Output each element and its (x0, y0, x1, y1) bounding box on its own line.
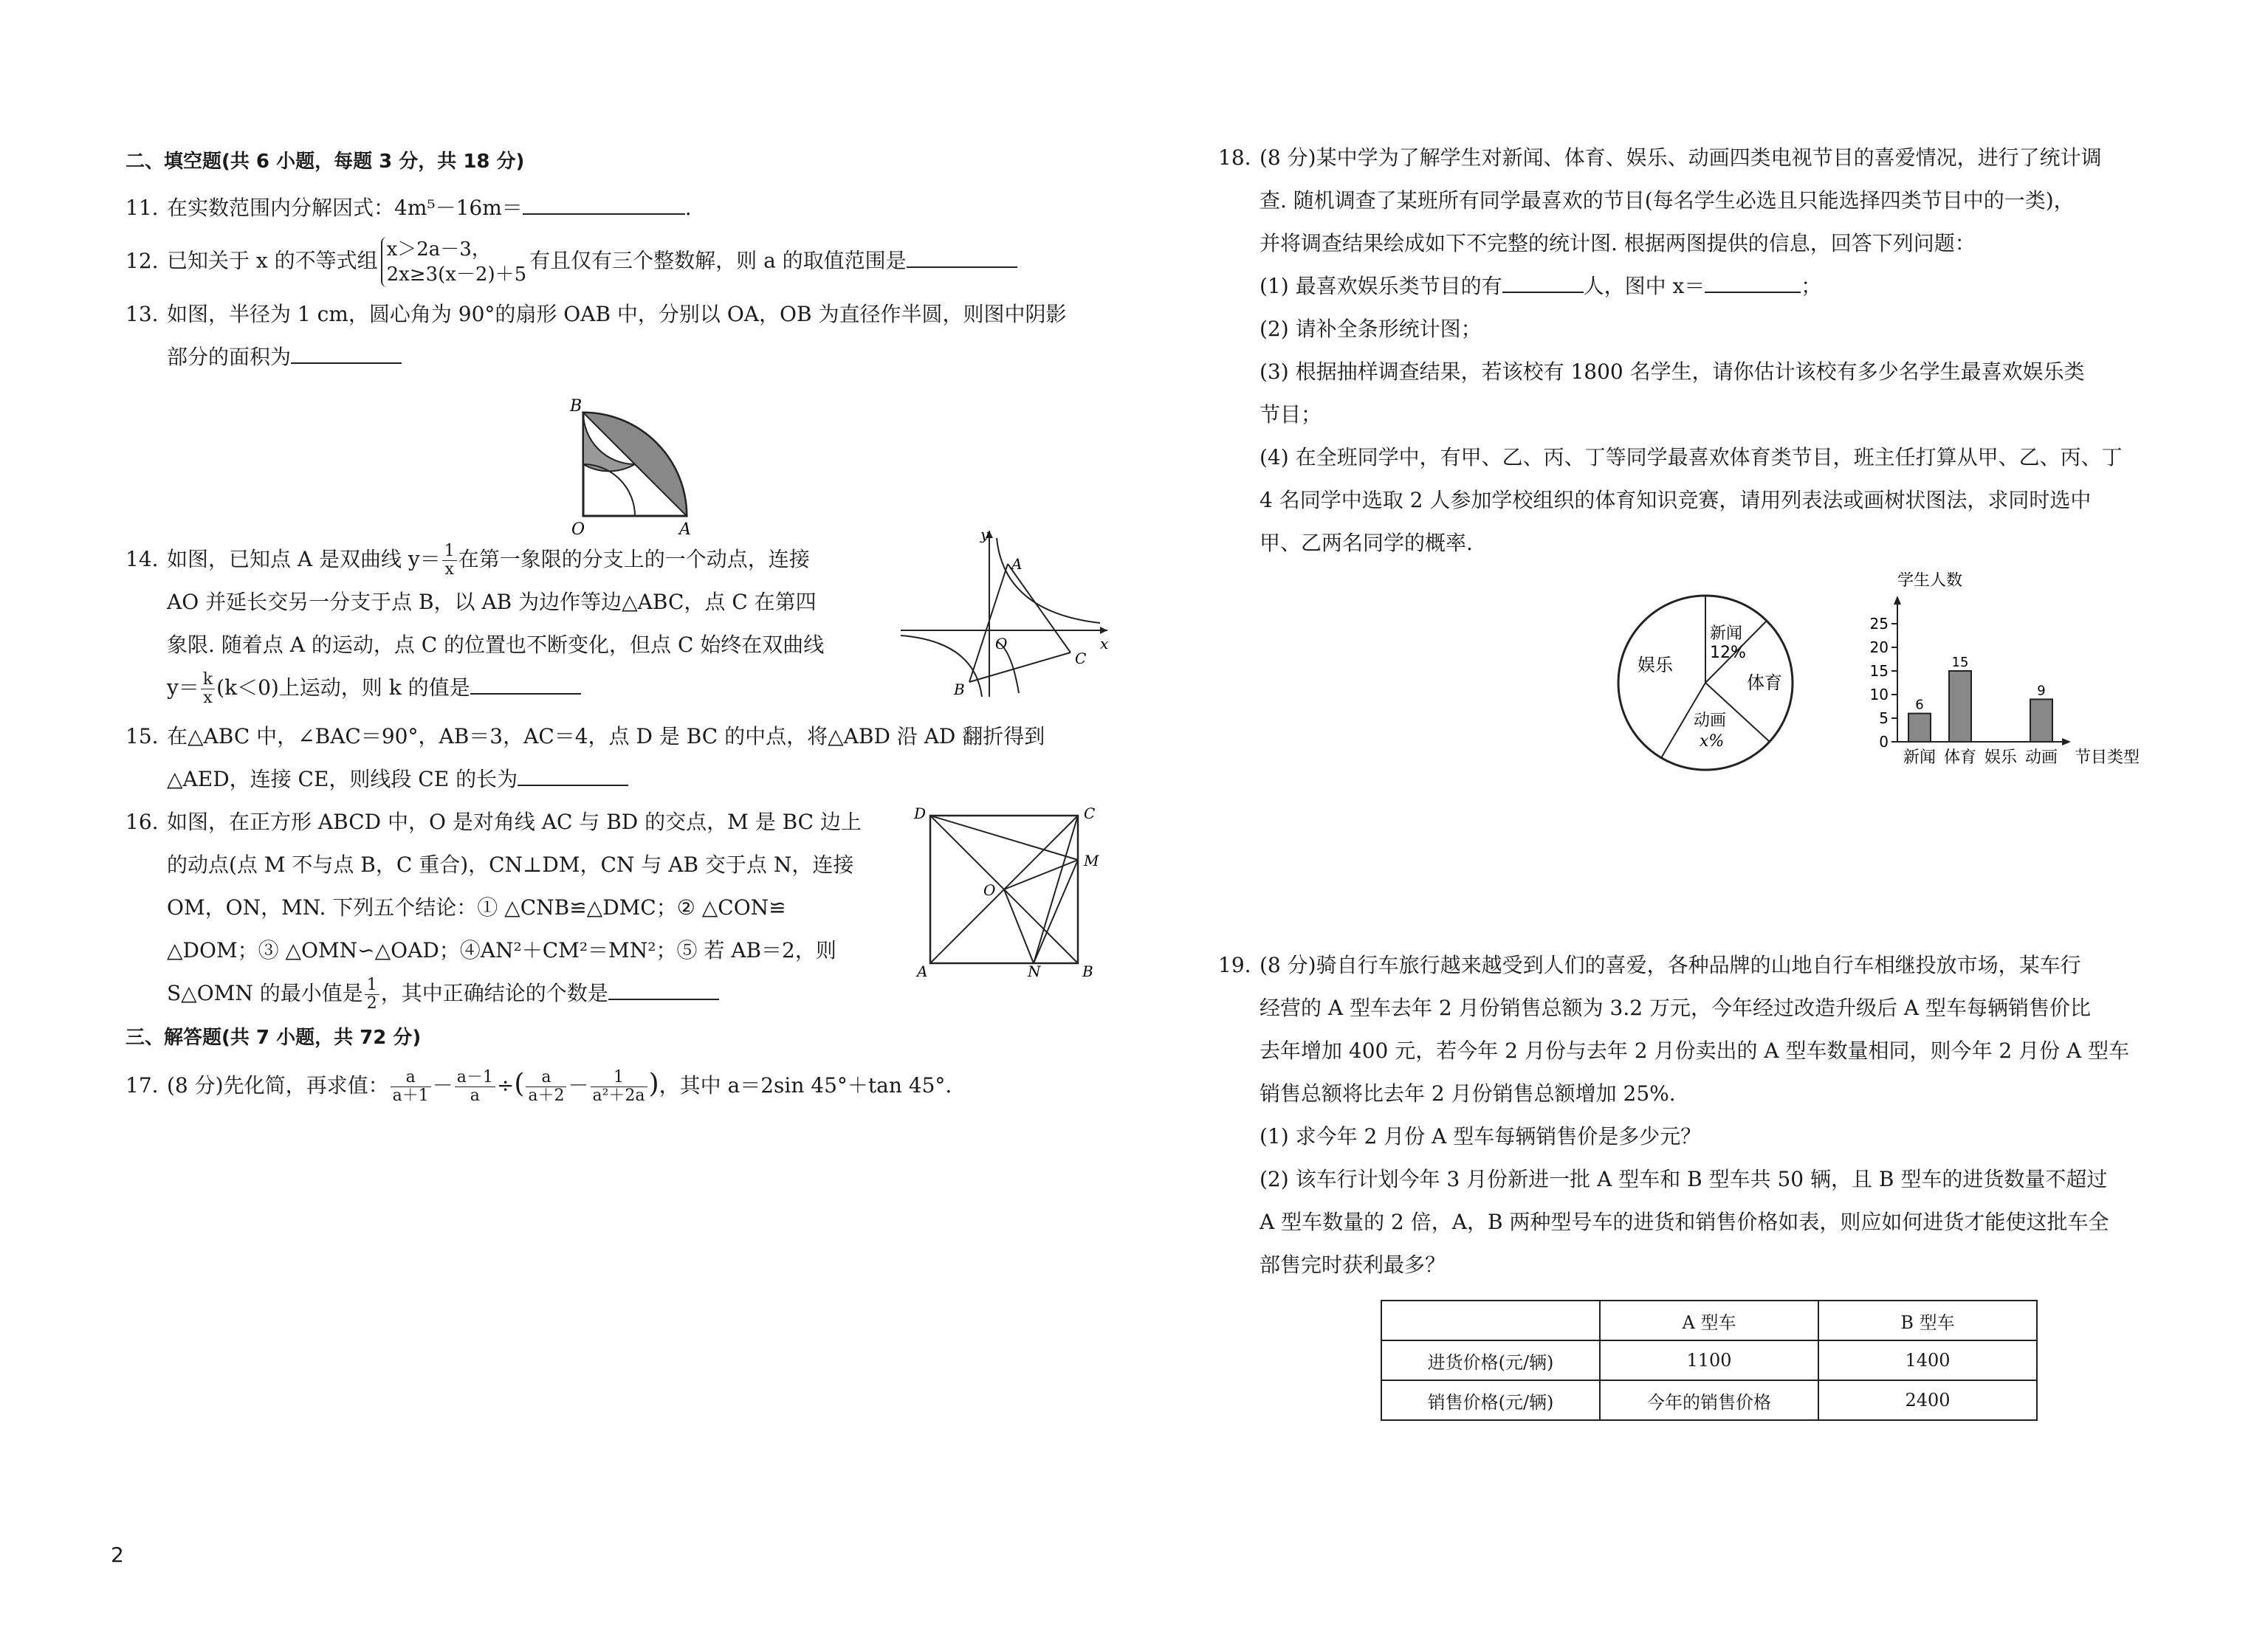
numerator: k (201, 671, 215, 689)
fraction-1 (391, 1069, 431, 1105)
bar-y-tick-label: 25 (1869, 615, 1889, 633)
question-13 (126, 293, 1107, 379)
numerator: 1 (365, 977, 379, 995)
fraction (365, 977, 379, 1013)
bar-y-axis-arrow (1894, 596, 1901, 605)
label-O: O (983, 881, 996, 899)
answer-blank[interactable] (291, 340, 402, 364)
operator: － (432, 1073, 453, 1098)
pie-value-news: 12% (1710, 644, 1746, 662)
denominator: x (203, 689, 213, 707)
answer-blank[interactable] (523, 191, 685, 215)
period: . (684, 196, 692, 220)
bar-1 (1949, 671, 1971, 742)
numerator: 1 (591, 1069, 647, 1087)
text: 如图，已知点 A 是双曲线 y＝ (167, 547, 441, 571)
text: 部售完时获利最多？ (1260, 1253, 1446, 1277)
sector-figure (554, 383, 731, 538)
text-line-3: 象限. 随着点 A 的运动，点 C 的位置也不断变化，但点 C 始终在双曲线 (167, 633, 825, 657)
text: 查. 随机调查了某班所有同学最喜欢的节目(每名学生必选且只能选择四类节目中的一类)， (1260, 188, 2075, 213)
answer-blank[interactable] (1502, 269, 1584, 293)
question-19 (1218, 944, 2178, 1287)
text: A 型车数量的 2 倍，A，B 两种型号车的进货和销售价格如表，则应如何进货才能使这批车全 (1260, 1210, 2109, 1234)
text: (1) 最喜欢娱乐类节目的有 (1260, 274, 1502, 298)
text: 人，图中 x＝ (1583, 274, 1705, 298)
question-number: 12. (126, 248, 159, 273)
question-text: 如图，半径为 1 cm，圆心角为 90°的扇形 OAB 中，分别以 OA，OB 为直径作半圆，则图中阴影 (167, 302, 1067, 326)
pie-label-entertainment: 娱乐 (1638, 655, 1673, 675)
page-number: 2 (111, 1543, 124, 1567)
label-y: y (980, 526, 989, 543)
right-column (1218, 137, 2178, 1421)
text: 销售总额将比去年 2 月份销售总额增加 25%. (1260, 1081, 1676, 1106)
price-table (1381, 1300, 2038, 1421)
text: ； (1801, 274, 1822, 298)
bar-chart (1870, 572, 2140, 767)
label-C: C (1084, 805, 1096, 822)
fraction-3 (526, 1069, 566, 1105)
numerator: a (391, 1069, 431, 1087)
label-B: B (1082, 962, 1093, 978)
label-M: M (1084, 852, 1099, 869)
pie-label-sports: 体育 (1747, 672, 1782, 693)
question-text: 在实数范围内分解因式：4m⁵－16m＝ (167, 196, 523, 220)
table-cell: 销售价格(元/辆) (1381, 1380, 1600, 1420)
bar-value-label: 9 (2037, 683, 2046, 699)
bar-category-label: 新闻 (1903, 748, 1937, 767)
table-header-row (1381, 1301, 2037, 1340)
question-18 (1218, 137, 2178, 565)
label-B: B (954, 681, 965, 698)
bar-category-label: 娱乐 (1984, 748, 2018, 767)
label-A: A (679, 520, 691, 538)
operator: － (568, 1073, 589, 1098)
text: 在第一象限的分支上的一个动点，连接 (458, 547, 810, 571)
denominator: 2 (366, 994, 377, 1013)
label-C: C (1075, 650, 1087, 667)
paren: ) (648, 1069, 659, 1099)
bar-y-tick-label: 0 (1879, 733, 1889, 751)
denominator: a (470, 1086, 480, 1105)
question-number: 13. (126, 302, 159, 326)
denominator: a＋2 (528, 1086, 565, 1105)
bar-y-tick-label: 20 (1869, 638, 1889, 656)
bar-x-axis-arrow (2062, 738, 2071, 745)
text: (3) 根据抽样调查结果，若该校有 1800 名学生，请你估计该校有多少名学生最喜欢娱乐类 (1260, 359, 2085, 384)
question-number: 18. (1218, 145, 1251, 170)
table-header-cell: A 型车 (1600, 1301, 1818, 1340)
table-cell: 1100 (1600, 1340, 1818, 1380)
text: (4) 在全班同学中，有甲、乙、丙、丁等同学最喜欢体育类节目，班主任打算从甲、乙、丙、丁 (1260, 445, 2123, 469)
question-17 (126, 1063, 1107, 1107)
bar-xlabel: 节目类型 (2075, 748, 2140, 767)
denominator: a²＋2a (592, 1086, 645, 1105)
left-column (126, 140, 1107, 1107)
text: (2) 该车行计划今年 3 月份新进一批 A 型车和 B 型车共 50 辆，且 B 型车的进货数量不超过 (1260, 1167, 2108, 1191)
bar-category-label: 体育 (1943, 748, 1977, 767)
fraction-4 (591, 1069, 647, 1105)
question-11 (126, 187, 1107, 230)
label-A: A (917, 962, 928, 978)
bar-value-label: 6 (1915, 697, 1924, 713)
table-cell: 1400 (1818, 1340, 2037, 1380)
table-cell: 进货价格(元/辆) (1381, 1340, 1600, 1380)
text: ，其中正确结论的个数是 (380, 981, 608, 1005)
numerator: a (526, 1069, 566, 1087)
text: y＝ (167, 675, 199, 700)
denominator: x (444, 560, 454, 579)
square-figure (908, 801, 1107, 978)
operator: ÷ (496, 1073, 515, 1098)
text: 如图，在正方形 ABCD 中，O 是对角线 AC 与 BD 的交点，M 是 BC 边上 (167, 810, 862, 834)
survey-charts (1617, 572, 2268, 793)
section-title-solutions: 三、解答题(共 7 小题，共 72 分) (126, 1027, 422, 1049)
label-N: N (1028, 962, 1041, 978)
question-14 (126, 538, 871, 709)
label-x: x (1100, 635, 1109, 652)
question-16-block (126, 801, 1107, 1015)
table-row (1381, 1380, 2037, 1420)
answer-blank[interactable] (1705, 269, 1801, 293)
text: (8 分)先化简，再求值： (167, 1073, 389, 1098)
question-number: 11. (126, 196, 159, 220)
text: 节目； (1260, 402, 1322, 427)
text: 4 名同学中选取 2 人参加学校组织的体育知识竞赛，请用列表法或画树状图法，求同时选中 (1260, 488, 2092, 512)
text: 的动点(点 M 不与点 B，C 重合)，CN⊥DM，CN 与 AB 交于点 N，连接 (167, 853, 854, 877)
answer-blank[interactable] (907, 244, 1017, 268)
question-number: 14. (126, 547, 159, 571)
pie-chart (1618, 596, 1793, 770)
pie-label-news: 新闻 (1710, 624, 1743, 643)
bar-y-tick-label: 10 (1869, 686, 1889, 703)
question-14-block (126, 526, 1109, 709)
fraction (442, 543, 457, 579)
label-B: B (570, 397, 583, 416)
fraction-2 (455, 1069, 495, 1105)
numerator: 1 (442, 543, 457, 561)
text: 并将调查结果绘成如下不完整的统计图. 根据两图提供的信息，回答下列问题： (1260, 231, 1976, 255)
question-number: 16. (126, 810, 159, 834)
bar-y-tick-label: 5 (1879, 709, 1889, 727)
table-header-cell: B 型车 (1818, 1301, 2037, 1340)
text: 在△ABC 中，∠BAC＝90°，AB＝3，AC＝4，点 D 是 BC 的中点，将△ABD 沿 AD 翻折得到 (167, 724, 1045, 748)
table-cell: 今年的销售价格 (1600, 1380, 1818, 1420)
bar-y-tick-label: 15 (1869, 662, 1889, 680)
fraction (201, 671, 215, 707)
bar-3 (2030, 699, 2052, 742)
text: OM，ON，MN. 下列五个结论：① △CNB≌△DMC；② △CON≌ (167, 895, 786, 920)
text: ，其中 a＝2sin 45°＋tan 45°. (659, 1073, 952, 1098)
question-text-end: 有且仅有三个整数解，则 a 的取值范围是 (529, 248, 907, 273)
question-number: 17. (126, 1073, 159, 1098)
bar-value-label: 15 (1951, 655, 1969, 670)
text: 甲、乙两名同学的概率. (1260, 531, 1473, 555)
label-O: O (995, 635, 1008, 652)
table-header-cell (1381, 1301, 1600, 1340)
section-title-fill-in: 二、填空题(共 6 小题，每题 3 分，共 18 分) (126, 151, 525, 173)
label-D: D (914, 805, 927, 822)
question-12 (126, 237, 1107, 287)
question-number: 15. (126, 724, 159, 748)
denominator: a＋1 (392, 1086, 429, 1105)
inequality-2: 2x≥3(x－2)＋5 (386, 264, 527, 286)
bar-ylabel: 学生人数 (1897, 572, 1963, 590)
bar-0 (1908, 714, 1931, 742)
question-16 (126, 801, 893, 1015)
text: (8 分)骑自行车旅行越来越受到人们的喜爱，各种品牌的山地自行车相继投放市场，某车行 (1260, 953, 2081, 977)
question-text-2: 部分的面积为 (167, 345, 292, 369)
label-A: A (1011, 555, 1023, 573)
text: (2) 请补全条形统计图； (1260, 317, 1482, 341)
text: △DOM；③ △OMN∽△OAD；④AN²＋CM²＝MN²；⑤ 若 AB＝2，则 (167, 938, 836, 962)
label-O: O (571, 520, 585, 538)
text: △AED，连接 CE，则线段 CE 的长为 (167, 767, 518, 791)
question-text: 已知关于 x 的不等式组 (167, 248, 378, 273)
question-15 (126, 715, 1107, 801)
inequality-system (381, 237, 527, 287)
answer-blank[interactable] (470, 671, 581, 695)
answer-blank[interactable] (608, 977, 719, 1000)
text: (k＜0)上运动，则 k 的值是 (216, 675, 470, 700)
numerator: a－1 (455, 1069, 495, 1087)
pie-value-animation: x% (1700, 732, 1725, 751)
text: 去年增加 400 元，若今年 2 月份与去年 2 月份卖出的 A 型车数量相同，则今年 2 月份 A 型车 (1260, 1039, 2130, 1063)
text: (8 分)某中学为了解学生对新闻、体育、娱乐、动画四类电视节目的喜爱情况，进行了统计调 (1260, 145, 2102, 170)
text: S△OMN 的最小值是 (167, 981, 363, 1005)
bar-category-label: 动画 (2024, 748, 2058, 767)
answer-blank[interactable] (518, 762, 628, 786)
inequality-1: x＞2a－3， (386, 238, 491, 261)
text: 经营的 A 型车去年 2 月份销售总额为 3.2 万元，今年经过改造升级后 A 型车每辆销售价比 (1260, 996, 2091, 1020)
text-line-2: AO 并延长交另一分支于点 B，以 AB 为边作等边△ABC，点 C 在第四 (167, 590, 817, 614)
text: (1) 求今年 2 月份 A 型车每辆销售价是多少元？ (1260, 1124, 1702, 1148)
table-cell: 2400 (1818, 1380, 2037, 1420)
hyperbola-figure (893, 523, 1115, 700)
pie-label-animation: 动画 (1694, 712, 1727, 730)
question-number: 19. (1218, 953, 1251, 977)
table-row (1381, 1340, 2037, 1380)
paren: ( (514, 1069, 525, 1099)
